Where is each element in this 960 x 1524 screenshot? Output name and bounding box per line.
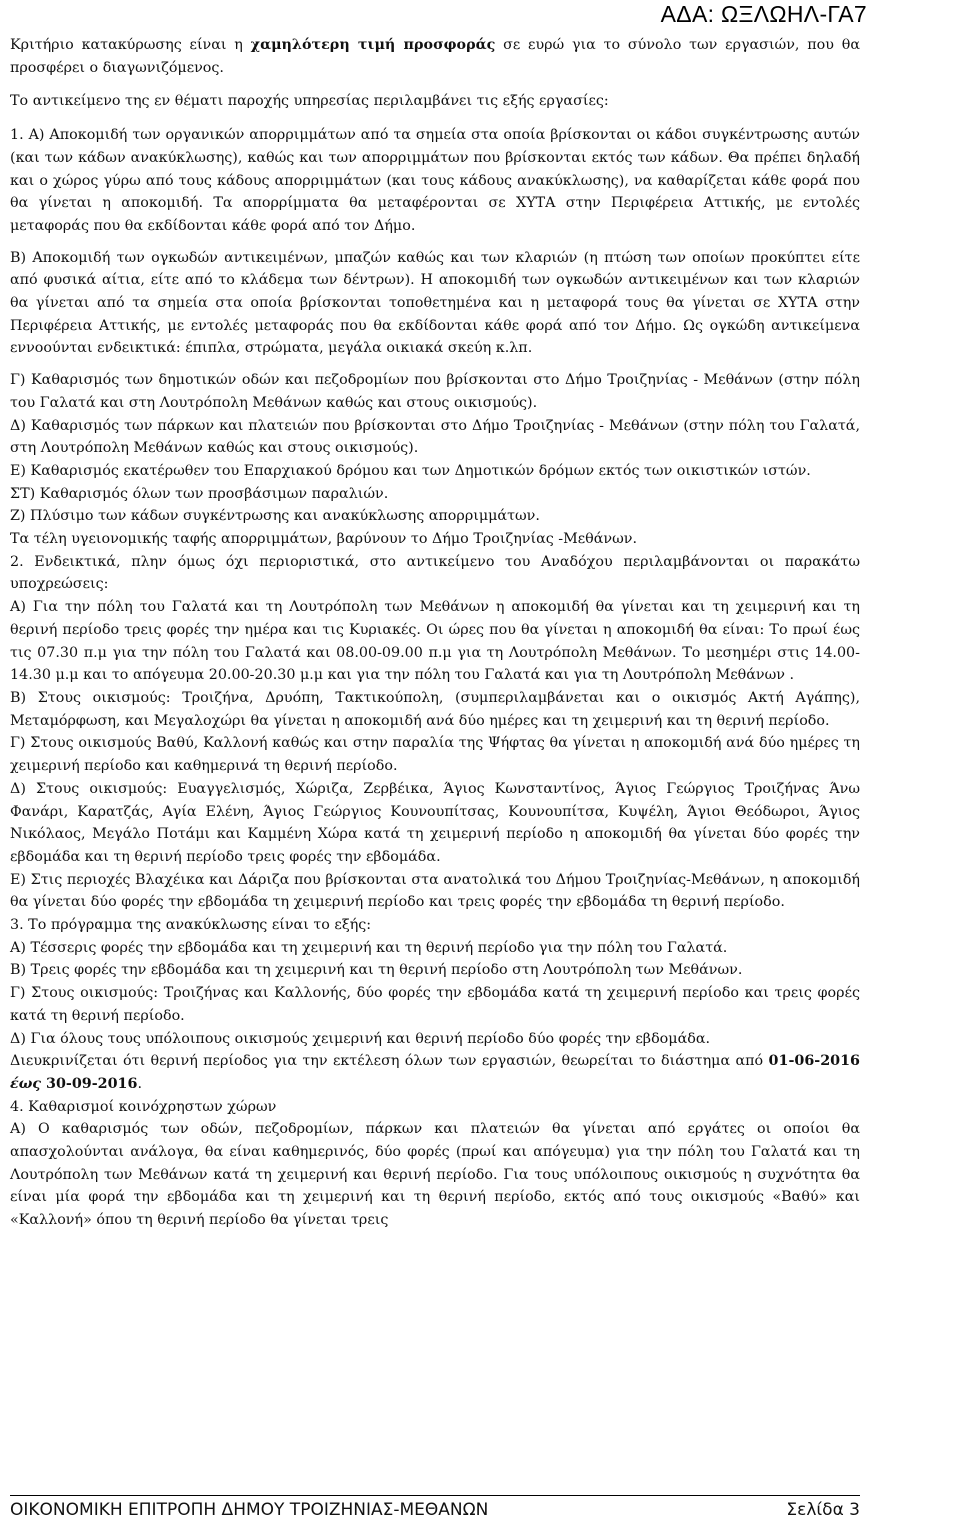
section1-b: Β) Αποκομιδή των ογκωδών αντικειμένων, μπαζών καθώς και των κλαριών (η πτώση των οποίων προκύπτει είτε από φυσικά αίτια, είτε από το κλάδεμα των δέντρων). Η αποκομιδή των ογκωδών αντικειμένων και των κλαριών θα γίνεται από τα σημεία στα οποία βρίσκονται τοποθετημένα και η μεταφορά τους θα γίνεται σε ΧΥΤΑ στην Περιφέρεια Αττικής, με εντολές μεταφοράς που θα εκδίδονται κάθε φορά από τον Δήμο. Ως ογκώδη αντικείμενα εννοούνται ενδεικτικά: έπιπλα, στρώματα, μεγάλα οικιακά σκεύη κ.λπ. (10, 249, 860, 357)
section4-a: Α) Ο καθαρισμός των οδών, πεζοδρομίων, πάρκων και πλατειών θα γίνεται από εργάτες οι οποίοι θα απασχολούνται ανάλογα, θα είναι καθημερινός, δύο φορές (πρωί και απόγευμα) για την πόλη του Γαλατά και τη Λουτρόπολη των Μεθάνων κατά τη χειμερινή και θερινή περίοδο. Για τους υπόλοιπους οικισμούς η συχνότητα θα είναι μία φορά την εβδομάδα και τη χειμερινή και τη θερινή περίοδο, εκτός από τους οικισμούς «Βαθύ» και «Καλλονή» όπου τη θερινή περίοδο θα γίνεται τρεις (10, 1121, 860, 1229)
section2-b: Β) Στους οικισμούς: Τροιζήνα, Δρυόπη, Τακτικούπολη, (συμπεριλαμβάνεται και ο οικισμός Ακτή Αγάπης), Μεταμόρφωση, και Μεγαλοχώρι θα γίνεται η αποκομιδή ανά δύο ημέρες και τη χειμερινή και τη θερινή περίοδο. (10, 689, 860, 729)
section2-e: Ε) Στις περιοχές Βλαχέικα και Δάριζα που βρίσκονται στα ανατολικά του Δήμου Τροιζηνίας-Μεθάνων, η αποκομιδή θα γίνεται δύο φορές την εβδομάδα τη χειμερινή περίοδο και τρεις φορές την εβδομάδα τη θερινή περίοδο. (10, 871, 860, 911)
page-number: Σελίδα 3 (786, 1500, 860, 1520)
footer-committee: ΟΙΚΟΝΟΜΙΚΗ ΕΠΙΤΡΟΠΗ ΔΗΜΟΥ ΤΡΟΙΖΗΝΙΑΣ-ΜΕΘΑΝΩΝ (10, 1500, 489, 1520)
footer-divider (10, 1495, 860, 1496)
clarification-end: . (137, 1075, 142, 1092)
section2-c: Γ) Στους οικισμούς Βαθύ, Καλλονή καθώς και στην παραλία της Ψήφτας θα γίνεται η αποκομιδή ανά δύο ημέρες τη χειμερινή περίοδο και καθημερινά τη θερινή περίοδο. (10, 735, 860, 775)
section1-z: Ζ) Πλύσιμο των κάδων συγκέντρωσης και ανακύκλωσης απορριμμάτων. (10, 508, 540, 525)
section3-c: Γ) Στους οικισμούς: Τροιζήνας και Καλλονής, δύο φορές την εβδομάδα κατά τη χειμερινή περίοδο και τρεις φορές κατά τη θερινή περίοδο. (10, 985, 860, 1024)
criterion-paragraph (10, 34, 860, 79)
section3-b: Β) Τρεις φορές την εβδομάδα και τη χειμερινή και τη θερινή περίοδο στη Λουτρόπολη των Μεθάνων. (10, 962, 743, 979)
summer-start-date: 01-06-2016 (768, 1053, 860, 1070)
criterion-text-pre: Κριτήριο κατακύρωσης είναι η (10, 37, 251, 53)
section3-a: Α) Τέσσερις φορές την εβδομάδα και τη χειμερινή και τη θερινή περίοδο για την πόλη του Γαλατά. (10, 939, 728, 956)
section1-st: ΣΤ) Καθαρισμός όλων των προσβάσιμων παραλιών. (10, 485, 389, 502)
section3-intro: 3. Το πρόγραμμα της ανακύκλωσης είναι το εξής: (10, 917, 372, 934)
section2-a: Α) Για την πόλη του Γαλατά και τη Λουτρόπολη των Μεθάνων η αποκομιδή θα γίνεται και τη χειμερινή και τη θερινή περίοδο τρεις φορές την ημέρα και τις Κυριακές. Οι ώρες που θα γίνεται η αποκομιδή θα είναι: Το πρωί έως τις 07.30 π.μ για την πόλη του Γαλατά και 08.00-09.00 π.μ για τη Λουτρόπολη Μεθάνων. Το μεσημέρι στις 14.00-14.30 μ.μ και το απόγευμα 20.00-20.30 μ.μ και για την πόλη του Γαλατά και για τη Λουτρόπολη Μεθάνων . (10, 599, 860, 684)
section1-c: Γ) Καθαρισμός των δημοτικών οδών και πεζοδρομίων που βρίσκονται στο Δήμο Τροιζηνίας - Μεθάνων (στην πόλη του Γαλατά και στη Λουτρόπολη Μεθάνων καθώς και στους οικισμούς). (10, 372, 860, 411)
clarification-text: Διευκρινίζεται ότι θερινή περίοδος για την εκτέλεση όλων των εργασιών, θεωρείται το διάστημα από (10, 1053, 769, 1070)
summer-period-clarification (10, 1050, 860, 1095)
section2-d: Δ) Στους οικισμούς: Ευαγγελισμός, Χώριζα, Ζερβέικα, Άγιος Κωνσταντίνος, Άγιος Γεώργιος Τροιζήνας Άνω Φανάρι, Καρατζάς, Αγία Ελένη, Άγιος Γεώργιος Κουνουπίτσας, Κουνουπίτσα, Κυψέλη, Άγιοι Θεόδωροι, Άγιος Νικόλαος, Μεγάλο Ποτάμι και Καμμένη Χώρα κατά τη χειμερινή περίοδο η αποκομιδή θα γίνεται δύο φορές την εβδομάδα και τη θερινή περίοδο τρεις φορές την εβδομάδα. (10, 780, 860, 865)
section1-d: Δ) Καθαρισμός των πάρκων και πλατειών που βρίσκονται στο Δήμο Τροιζηνίας - Μεθάνων (στην πόλη του Γαλατά, στη Λουτρόπολη Μεθάνων καθώς και στους οικισμούς). (10, 417, 860, 457)
scope-paragraph: Το αντικείμενο της εν θέματι παροχής υπηρεσίας περιλαμβάνει τις εξής εργασίες: (10, 93, 609, 110)
section2-intro: 2. Ενδεικτικά, πλην όμως όχι περιοριστικά, στο αντικείμενο του Αναδόχου περιλαμβάνονται οι παρακάτω υποχρεώσεις: (10, 553, 860, 593)
section1-e: Ε) Καθαρισμός εκατέρωθεν του Επαρχιακού δρόμου και των Δημοτικών δρόμων εκτός των οικιστικών ιστών. (10, 462, 811, 479)
summer-end-date: 30-09-2016 (46, 1075, 138, 1092)
criterion-text-bold: χαμηλότερη τιμή προσφοράς (250, 37, 496, 53)
section4-title: 4. Καθαρισμοί κοινόχρηστων χώρων (10, 1098, 277, 1115)
ada-code: ΑΔΑ: ΩΞΛΩΗΛ-ΓΑ7 (660, 1, 867, 27)
section3-d: Δ) Για όλους τους υπόλοιπους οικισμούς χειμερινή και θερινή περίοδο δύο φορές την εβδομάδα. (10, 1030, 711, 1047)
date-separator: έως (10, 1075, 46, 1092)
criterion-text-post: σε ευρώ για το σύνολο των εργασιών, που θα προσφέρει ο διαγωνιζόμενος. (10, 37, 860, 76)
section1-a: 1. Α) Αποκομιδή των οργανικών απορριμμάτων από τα σημεία στα οποία βρίσκονται οι κάδοι συγκέντρωσης αυτών (και των κάδων ανακύκλωσης), καθώς και των απορριμμάτων που βρίσκονται εκτός των κάδων. Θα πρέπει δηλαδή και ο χώρος γύρω από τους κάδους απορριμμάτων (και τους κάδους ανακύκλωσης), να καθαρίζεται κάθε φορά που θα γίνεται η αποκομιδή. Τα απορρίμματα θα μεταφέρονται σε ΧΥΤΑ στην Περιφέρεια Αττικής, με εντολές μεταφοράς που θα εκδίδονται κάθε φορά από τον Δήμο. (10, 127, 860, 234)
section1-fees: Τα τέλη υγειονομικής ταφής απορριμμάτων, βαρύνουν το Δήμο Τροιζηνίας -Μεθάνων. (10, 531, 638, 548)
document-body (10, 34, 860, 1232)
